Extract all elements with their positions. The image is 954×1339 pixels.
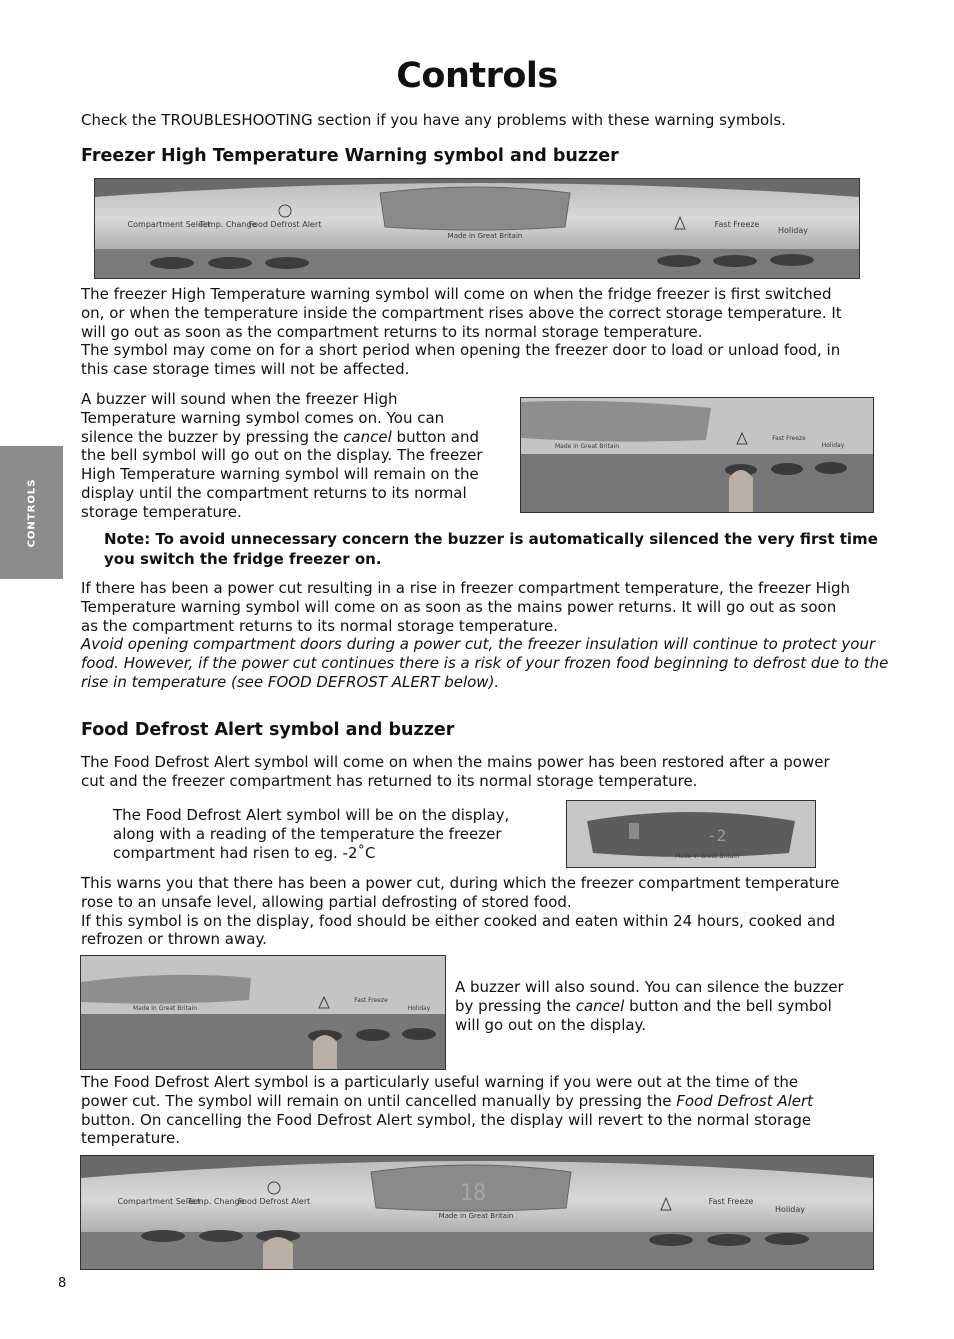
note-text [104, 530, 878, 569]
control-panel-photo-full [94, 178, 860, 279]
text-line: food. However, if the power cut continues there is a risk of your frozen food beginning to defrost due to the [81, 654, 889, 673]
text-line: will go out on the display. [455, 1015, 647, 1034]
text-emphasis: Food Defrost Alert [676, 1091, 814, 1110]
text-line: temperature. [81, 1129, 181, 1148]
defrost-useful-para [81, 1073, 813, 1148]
text-span: by pressing the [455, 996, 576, 1015]
defrost-warn-para [81, 874, 839, 949]
text-line [455, 997, 844, 1016]
finger-image [263, 1237, 293, 1269]
holiday-button[interactable] [815, 462, 847, 474]
text-line: The freezer High Temperature warning symbol will come on when the fridge freezer is first switched [81, 285, 832, 303]
panel-label-defrost: Food Defrost Alert [237, 1197, 311, 1206]
cancel-button[interactable] [649, 1234, 693, 1246]
display-photo [566, 800, 816, 868]
text-line [81, 1092, 813, 1111]
text-span: button and [391, 427, 480, 446]
text-line: rose to an unsafe level, allowing partial defrosting of stored food. [81, 892, 572, 911]
side-tab [0, 446, 63, 579]
finger-image [313, 1035, 337, 1069]
page-number: 8 [58, 1276, 67, 1291]
text-line: Temperature warning symbol comes on. You can [81, 408, 445, 427]
text-line: display until the compartment returns to its normal [81, 483, 467, 502]
text-line: Avoid opening compartment doors during a power cut, the freezer insulation will continue to protect your [81, 635, 876, 654]
text-line: on, or when the temperature inside the compartment rises above the correct storage temperature. It [81, 303, 842, 322]
panel-label-made: Made in Great Britain [133, 1005, 197, 1012]
page-title: Controls [396, 56, 558, 96]
panel-label-defrost: Food Defrost Alert [248, 220, 322, 229]
panel-label-temp: Temp. Change [199, 220, 257, 229]
text-line: refrozen or thrown away. [81, 930, 267, 949]
holiday-button[interactable] [770, 254, 814, 266]
defrost-buzzer-para [455, 978, 844, 1034]
control-panel-photo-cancel [520, 397, 874, 513]
compartment-select-button[interactable] [150, 257, 194, 269]
text-emphasis: cancel [343, 427, 392, 446]
text-line: Note: To avoid unnecessary concern the buzzer is automatically silenced the very first time [104, 530, 878, 548]
text-span: button and the bell symbol [624, 996, 832, 1015]
text-line: The Food Defrost Alert symbol is a particularly useful warning if you were out at the time of the [81, 1073, 799, 1091]
temp-change-button[interactable] [199, 1230, 243, 1242]
text-line: button. On cancelling the Food Defrost Alert symbol, the display will revert to the normal storage [81, 1110, 812, 1129]
holiday-button[interactable] [765, 1233, 809, 1245]
text-line: If this symbol is on the display, food should be either cooked and eaten within 24 hours, cooked and [81, 911, 836, 930]
panel-label-fast: Fast Freeze [708, 1197, 754, 1206]
panel-label-holiday: Holiday [407, 1005, 431, 1012]
panel-label-holiday: Holiday [777, 226, 809, 235]
panel-label-holiday: Holiday [821, 442, 845, 449]
text-line: you switch the fridge freezer on. [104, 549, 382, 568]
intro-text: Check the TROUBLESHOOTING section if you have any problems with these warning symbols. [81, 111, 786, 129]
freezer-buzzer-para [81, 390, 483, 522]
fast-freeze-button[interactable] [713, 255, 757, 267]
text-line: A buzzer will sound when the freezer High [81, 390, 398, 408]
panel-label-fast: Fast Freeze [354, 997, 388, 1004]
fast-freeze-button[interactable] [771, 463, 803, 475]
fast-freeze-button[interactable] [356, 1029, 390, 1041]
text-line: will go out as soon as the compartment returns to its normal storage temperature. [81, 322, 703, 341]
panel-label-made: Made in Great Britain [438, 1212, 514, 1220]
panel-label-holiday: Holiday [774, 1205, 806, 1214]
panel-label-fast: Fast Freeze [714, 220, 760, 229]
panel-label-compartment: Compartment Select [117, 1197, 201, 1206]
text-line: High Temperature warning symbol will remain on the [81, 465, 479, 484]
panel-label-fast: Fast Freeze [772, 435, 806, 442]
defrost-heading: Food Defrost Alert symbol and buzzer [81, 720, 455, 740]
food-defrost-alert-button[interactable] [265, 257, 309, 269]
text-line: storage temperature. [81, 502, 242, 521]
holiday-button[interactable] [402, 1028, 436, 1040]
text-line: the bell symbol will go out on the display. The freezer [81, 446, 483, 465]
text-line: The Food Defrost Alert symbol will come on when the mains power has been restored after a power [81, 753, 830, 771]
panel-label-temp: Temp. Change [187, 1197, 245, 1206]
text-line: A buzzer will also sound. You can silence the buzzer [455, 978, 844, 996]
defrost-display-para [113, 806, 509, 862]
svg-text:18: 18 [459, 1181, 487, 1206]
temp-change-button[interactable] [208, 257, 252, 269]
text-span: power cut. The symbol will remain on until cancelled manually by pressing the [81, 1091, 677, 1110]
control-panel-photo-cancel-2 [80, 955, 446, 1070]
fast-freeze-button[interactable] [707, 1234, 751, 1246]
panel-label-made: Made in Great Britain [447, 232, 523, 240]
panel-label-made: Made in Great Britain [675, 853, 739, 860]
text-line: this case storage times will not be affected. [81, 360, 410, 379]
text-emphasis: cancel [575, 996, 625, 1015]
panel-label-compartment: Compartment Select [127, 220, 211, 229]
text-line: as the compartment returns to its normal storage temperature. [81, 616, 558, 635]
text-line [81, 428, 483, 447]
svg-text:-2: -2 [707, 826, 727, 845]
text-line: If there has been a power cut resulting in a rise in freezer compartment temperature, the freezer High [81, 579, 851, 597]
freezer-para [81, 285, 842, 379]
text-line: compartment had risen to eg. -2˚C [113, 843, 376, 862]
finger-image [729, 470, 753, 512]
text-line: This warns you that there has been a power cut, during which the freezer compartment temperature [81, 874, 840, 892]
defrost-intro [81, 753, 830, 791]
text-line: along with a reading of the temperature the freezer [113, 824, 502, 843]
side-tab-label: CONTROLS [26, 478, 37, 547]
cancel-button[interactable] [657, 255, 701, 267]
text-line: Temperature warning symbol will come on as soon as the mains power returns. It will go out as soon [81, 597, 837, 616]
text-line: The Food Defrost Alert symbol will be on the display, [113, 806, 510, 824]
power-cut-para [81, 579, 888, 692]
compartment-select-button[interactable] [141, 1230, 185, 1242]
control-panel-photo-full-2 [80, 1155, 874, 1270]
text-line: cut and the freezer compartment has returned to its normal storage temperature. [81, 771, 698, 790]
text-span: silence the buzzer by pressing the [81, 427, 344, 446]
panel-label-made: Made in Great Britain [555, 443, 619, 450]
freezer-heading: Freezer High Temperature Warning symbol and buzzer [81, 146, 619, 166]
text-line: rise in temperature (see FOOD DEFROST ALERT below). [81, 672, 500, 691]
text-line: The symbol may come on for a short period when opening the freezer door to load or unload food, in [81, 341, 841, 360]
